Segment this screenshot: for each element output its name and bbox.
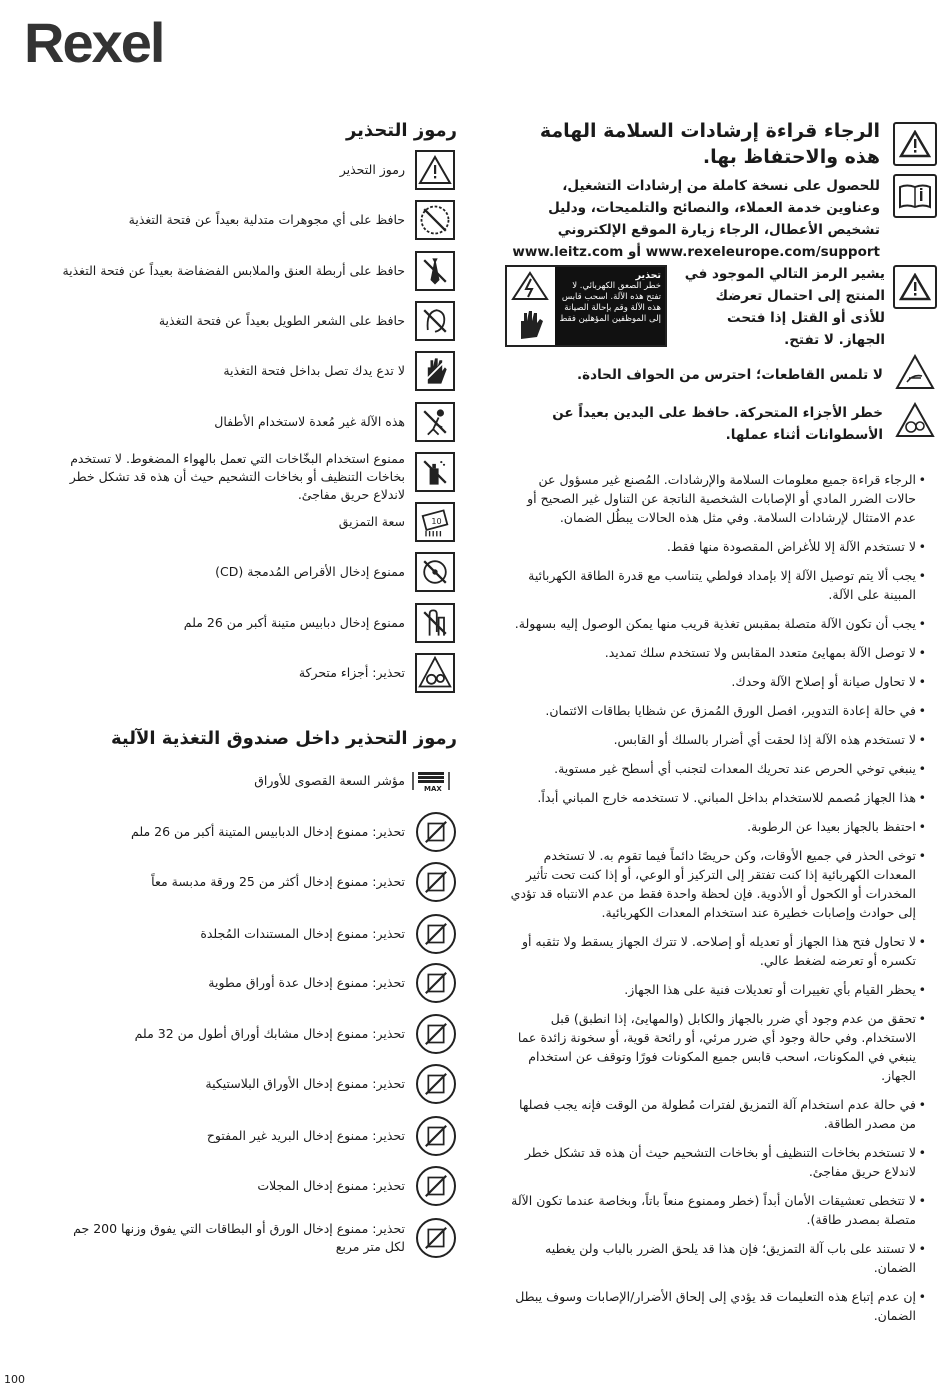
no-tie-icon [415, 251, 455, 291]
safety-bullet: • لا تتخطى تعشيقات الأمان أبداً (خطر وممنوع منعاً باتاً، وبخاصة عندما تكون الآلة متصلة بمصدر طاقة). [506, 1191, 926, 1229]
warning-symbol-label: رموز التحذير [339, 162, 405, 177]
safety-bullet: • الرجاء قراءة جميع معلومات السلامة والإرشادات. المُصنع غير مسؤول عن حالات الضرر المادي أو الإصابات الشخصية الناتجة عن التناول غير الصحيح أو عدم الامتثال لإرشادات السلامة. وفي مثل هذه الحالات يبطُل الضمان. [506, 470, 926, 527]
warning-symbols-title: رموز التحذير [345, 120, 457, 141]
cutters-warning: لا تلمس القاطعات؛ احترس من الحواف الحادة. [577, 367, 883, 383]
max-label: MAX [424, 785, 442, 793]
open-warning-box-icon [893, 265, 937, 309]
warning-symbol-label: ممنوع إدخال دبابيس متينة أكبر من 26 ملم [183, 614, 405, 630]
warning-symbol-label: سعة التمزيق [338, 514, 405, 530]
electric-triangle-icon [511, 271, 549, 305]
no-mail-icon [416, 1116, 456, 1156]
bin-symbol-label: تحذير: ممنوع إدخال مشابك أوراق أطول من 32 ملم [134, 1026, 405, 1041]
no-thick-clips-icon [416, 812, 456, 852]
no-plastic-icon [416, 1064, 456, 1104]
hand-icon [513, 307, 547, 345]
safety-bullet: • يحظر القيام بأي تغييرات أو تعديلات فنية على هذا الجهاز. [506, 980, 926, 999]
manual-book-icon [893, 174, 937, 218]
warning-label-text: خطر الصعق الكهربائي. لا تفتح هذه الآلة. اسحب قابس هذه الآلة وقم بإحالة الصيانة إلى الموظفين المؤهلين فقط [559, 281, 661, 324]
safety-bullet: • هذا الجهاز مُصمم للاستخدام بداخل المباني. لا تستخدمه خارج المباني أبداً. [506, 788, 926, 807]
no-stapled-icon [416, 862, 456, 902]
safety-bullet: • لا تستند على باب آلة التمزيق؛ فإن هذا قد يلحق الضرر بالباب ولن يغطيه الضمان. [506, 1239, 926, 1277]
warning-triangle-box-icon [893, 122, 937, 166]
page-number: 100 [4, 1373, 25, 1386]
shred-capacity-icon [415, 502, 455, 542]
no-aerosol-icon [415, 452, 455, 492]
brand-logo: Rexel [24, 11, 164, 74]
no-magazine-icon [416, 1166, 456, 1206]
no-hand-icon [415, 351, 455, 391]
safety-bullet: • توخى الحذر في جميع الأوقات، وكن حريصًا دائماً فيما تقوم به. لا تستخدم المعدات الكهربائية إذا كنت تفتقر إلى التركيز أو الوعي، أو إذا كنت تحت تأثير المخدرات أو الكحول أو الأدوية. فإن لحظة واحدة فقط من عدم الانتباه قد تؤدي إلى حوادث وإصابات خطيرة عند استخدام المعدات الكهربائية. [506, 846, 926, 922]
warning-symbol-label: حافظ على أربطة العنق والملابس الفضفاضة بعيداً عن فتحة التغذية [62, 262, 405, 278]
safety-title: الرجاء قراءة إرشادات السلامة الهامة هذه والاحتفاظ بها. [539, 120, 880, 168]
safety-bullet: • لا تحاول صيانة أو إصلاح الآلة وحدك. [506, 672, 926, 691]
cutters-hand-icon [895, 352, 935, 392]
bin-symbol-label: تحذير: ممنوع إدخال الأوراق البلاستيكية [205, 1076, 405, 1091]
safety-bullet-list [506, 470, 926, 1335]
safety-bullet: • لا تستخدم هذه الآلة إذا لحقت أي أضرار بالسلك أو القابس. [506, 730, 926, 749]
no-folded-icon [416, 963, 456, 1003]
moving-parts-warning: خطر الأجزاء المتحركة. حافظ على اليدين بعيداً عن الأسطوانات أثناء عملها. [552, 405, 883, 443]
warning-symbol-label: ممنوع إدخال الأقراص المُدمجة (CD) [215, 564, 405, 580]
safety-bullet: • في حالة عدم استخدام آلة التمزيق لفترات مُطولة من الوقت فإنه يجب فصلها من مصدر الطاقة. [506, 1095, 926, 1133]
bin-symbol-label: تحذير: ممنوع إدخال عدة أوراق مطوية [208, 975, 405, 990]
safety-bullet: • إن عدم إتباع هذه التعليمات قد يؤدي إلى إلحاق الأضرار/الإصابات وسوف يبطل الضمان. [506, 1287, 926, 1325]
bin-symbol-label: تحذير: ممنوع إدخال المستندات المُجلدة [200, 926, 405, 941]
no-bound-icon [416, 914, 456, 954]
max-paper-icon [410, 770, 458, 798]
safety-bullet: • لا توصل الآلة بمهايئ متعدد المقابس ولا تستخدم سلك تمديد. [506, 643, 926, 662]
no-long-clips-icon [416, 1014, 456, 1054]
svg-text:10: 10 [431, 515, 442, 526]
moving-gears-icon [895, 400, 935, 440]
safety-bullet: • يجب أن تكون الآلة متصلة بمقبس تغذية قريب منها يمكن الوصول إليه بسهولة. [506, 614, 926, 633]
safety-bullet: • لا تحاول فتح هذا الجهاز أو تعديله أو إصلاحه. لا تترك الجهاز يسقط ولا تثقبه أو تكسره أو تعرضه لضغط عالي. [506, 932, 926, 970]
no-cd-icon [415, 552, 455, 592]
warning-label-title: تحذير [635, 270, 661, 281]
safety-bullet: • ينبغي توخي الحرص عند تحريك المعدات لتجنب أي أسطح غير مستوية. [506, 759, 926, 778]
warning-symbol-label: حافظ على الشعر الطويل بعيداً عن فتحة التغذية [158, 312, 405, 328]
warning-symbol-label: هذه الآلة غير مُعدة لاستخدام الأطفال [214, 413, 405, 429]
bin-symbol-label: تحذير: ممنوع إدخال أكثر من 25 ورقة مدبسة معاً [151, 874, 405, 889]
electric-warning-label [505, 265, 667, 347]
warning-symbol-label: ممنوع استخدام البخّاخات التي تعمل بالهواء المضغوط. لا تستخدم بخاخات التنظيف أو بخاخات التشحيم حيث أن هذه قد تشكل خطر لاندلاع حريق مفاجئ. [69, 450, 405, 502]
warning-label-black-box [555, 267, 665, 345]
warning-symbol-label: لا تدع يدك تصل بداخل فتحة التغذية [223, 363, 405, 379]
no-long-hair-icon [415, 301, 455, 341]
safety-bullet: • لا تستخدم بخاخات التنظيف أو بخاخات التشحيم حيث أن هذه قد تشكل خطر لاندلاع حريق مفاجئ. [506, 1143, 926, 1181]
symbol-note: يشير الرمز التالي الموجود في المنتج إلى احتمال تعرضك للأذى أو القتل إذا فتحت الجهاز. لا تفتح. [684, 266, 885, 348]
bin-symbol-label: تحذير: ممنوع إدخال الدبابيس المتينة أكبر من 26 ملم [131, 824, 405, 839]
warning-triangle-icon [415, 150, 455, 190]
bin-symbol-label: مؤشر السعة القصوى للأوراق [254, 773, 405, 788]
bin-symbol-label: تحذير: ممنوع إدخال الورق أو البطاقات التي يفوق وزنها 200 جم لكل متر مربع [73, 1221, 405, 1254]
safety-bullet: • لا تستخدم الآلة إلا للأغراض المقصودة منها فقط. [506, 537, 926, 556]
safety-bullet: • في حالة إعادة التدوير، افصل الورق المُمزق عن شظايا بطاقات الائتمان. [506, 701, 926, 720]
intro-text: للحصول على نسخة كاملة من إرشادات التشغيل، وعناوين خدمة العملاء، والنصائح والتلميحات، ودليل تشخيص الأعطال، الرجاء زيارة الموقع الإلكتروني www.rexeleurope.com/support أو www.leitz.com [512, 178, 880, 260]
safety-bullet: • تحقق من عدم وجود أي ضرر بالجهاز والكابل (والمهايئ، إذا انطبق) قبل الاستخدام. وفي حالة وجود أي ضرر مرئي، أو رائحة قوية، أو سخونة زائدة عما ينبغي في المكونات، اسحب قابس جميع المكونات فورًا وتوقف عن استخدام الجهاز. [506, 1009, 926, 1085]
warning-symbol-label: تحذير: أجزاء متحركة [298, 665, 405, 680]
no-clips-icon [415, 603, 455, 643]
no-jewellery-icon [415, 200, 455, 240]
no-children-icon [415, 402, 455, 442]
no-heavy-paper-icon [416, 1218, 456, 1258]
moving-parts-icon [415, 653, 455, 693]
safety-bullet: • احتفظ بالجهاز بعيدا عن الرطوبة. [506, 817, 926, 836]
bin-symbols-title: رموز التحذير داخل صندوق التغذية الآلية [110, 728, 457, 749]
bin-symbol-label: تحذير: ممنوع إدخال البريد غير المفتوح [206, 1128, 405, 1143]
bin-symbol-label: تحذير: ممنوع إدخال المجلات [257, 1178, 405, 1193]
warning-symbol-label: حافظ على أي مجوهرات متدلية بعيداً عن فتحة التغذية [128, 212, 405, 228]
safety-bullet: • يجب ألا يتم توصيل الآلة إلا بإمداد فولطي يتناسب مع قدرة الطاقة الكهربائية المبينة على الآلة. [506, 566, 926, 604]
